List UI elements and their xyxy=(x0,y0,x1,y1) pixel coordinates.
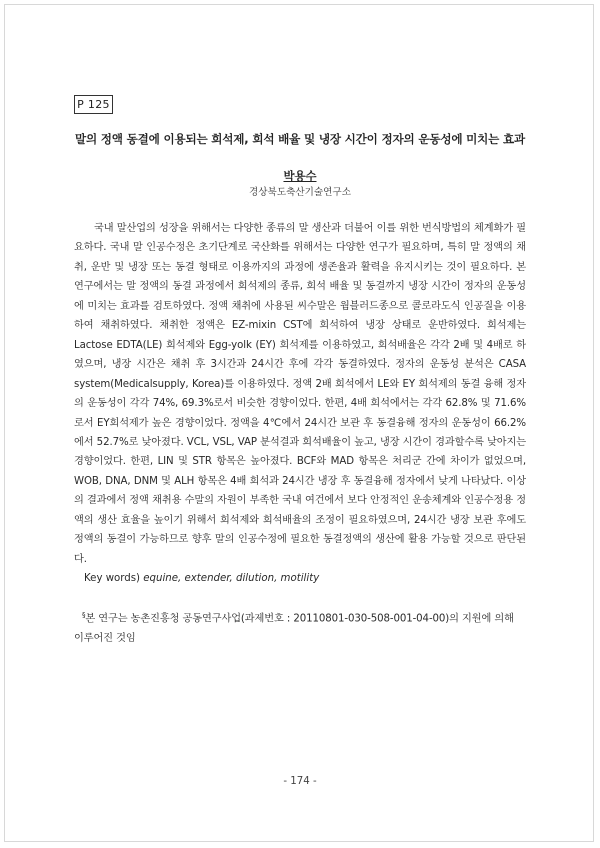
poster-id: P 125 xyxy=(77,98,110,111)
funding-note xyxy=(74,606,526,648)
poster-id-box xyxy=(74,95,113,114)
keywords-label: Key words) xyxy=(84,573,141,584)
keywords-terms: equine, extender, dilution, motility xyxy=(143,573,320,584)
keywords-line xyxy=(84,573,319,584)
funding-marker: § xyxy=(82,611,86,619)
funding-text: 본 연구는 농촌진흥청 공동연구사업(과제번호 : 20110801-030-508-001-04-00)의 지원에 의해 이루어진 것임 xyxy=(74,613,514,644)
author-name: 박용수 xyxy=(283,169,317,183)
author-affiliation: 경상북도축산기술연구소 xyxy=(249,187,351,198)
author-line xyxy=(0,168,600,184)
abstract-body: 국내 말산업의 성장을 위해서는 다양한 종류의 말 생산과 더불어 이를 위한 번식방법의 체계화가 필요하다. 국내 말 인공수정은 초기단계로 국산화를 위해서는 다양한 연구가 필요하며, 특히 말 정액의 채취, 운반 및 냉장 또는 동결 형태로 이용까지의 과정에 생존율과 활력을 유지시키는 것이 필요하다. 본 연구에서는 말 정액의 동결 과정에서 희석제의 종류, 희석 배율 및 동결까지 냉장 시간이 정자의 운동성에 미치는 효과를 검토하였다. 정액 채취에 사용된 씨수말은 웜블러드종으로 콜로라도식 인공질을 이용하여 채취하였다. 채취한 정액은 EZ-mixin CST에 희석하여 냉장 상태로 운반하였다. 희석제는 Lactose EDTA(LE) 희석제와 Egg-yolk (EY) 희석제를 이용하였고, 희석배율은 각각 2배 및 4배로 하였으며, 냉장 시간은 채취 후 3시간과 24시간 후에 각각 동결하였다. 정자의 운동성 분석은 CASA system(Medicalsupply, Korea)를 이용하였다. 정액 2배 희석에서 LE와 EY 희석제의 동결 융해 정자의 운동성이 각각 74%, 69.3%로서 비슷한 경향이었다. 한편, 4배 희석에서는 각각 62.8% 및 71.6%로서 EY희석제가 높은 경향이었다. 정액을 4℃에서 24시간 보관 후 동결융해 정자의 운동성이 66.2%에서 52.7%로 낮아졌다. VCL, VSL, VAP 분석결과 희석배율이 높고, 냉장 시간이 경과할수록 낮아지는 경향이었다. 한편, LIN 및 STR 항목은 높아졌다. BCF와 MAD 항목은 처리군 간에 차이가 없었으며, WOB, DNA, DNM 및 ALH 항목은 4배 희석과 24시간 냉장 후 동결융해 정자에서 낮게 나타났다. 이상의 결과에서 정액 채취용 수말의 자원이 부족한 국내 여건에서 보다 안정적인 운송체계와 인공수정용 정액의 생산 효율을 높이기 위해서 희석제와 희석배율의 조정이 필요하였으며, 24시간 냉장 보관 후에도 정액의 동결이 가능하므로 향후 말의 인공수정에 필요한 동결정액의 생산에 활용 가능할 것으로 판단된다. xyxy=(74,223,526,565)
page-number: - 174 - xyxy=(283,776,317,787)
paper-title: 말의 정액 동결에 이용되는 희석제, 희석 배율 및 냉장 시간이 정자의 운동성에 미치는 효과 xyxy=(74,132,526,146)
